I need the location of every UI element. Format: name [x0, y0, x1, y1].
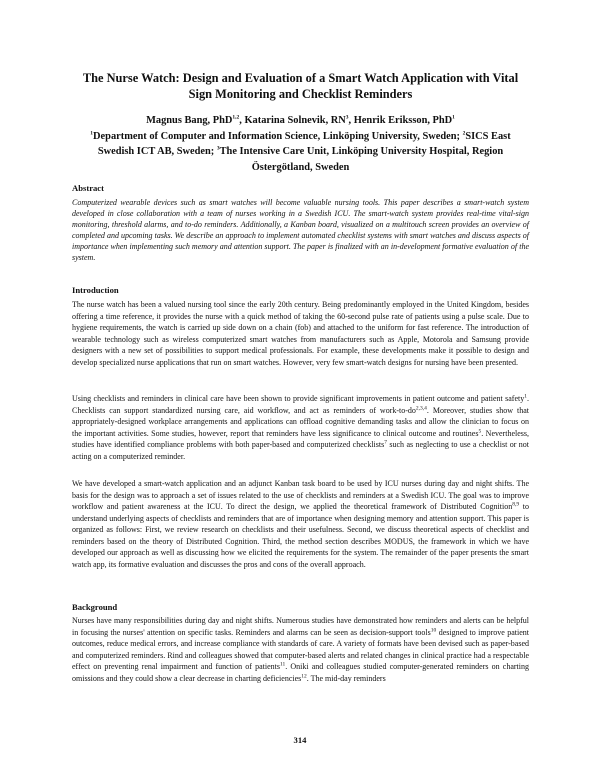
citation-sup: 2,3,4: [415, 404, 427, 411]
p2-text-b: . Checklists can support standardized nursing care, aid workflow, and act as reminders of work-to-do: [72, 394, 529, 415]
author-sup-3: 1: [452, 114, 455, 121]
affiliation-sup-3: 3: [216, 145, 220, 152]
citation-sup: 8,9: [512, 501, 520, 508]
p2-text-e: such as neglecting to use a checklist or not acting on a computerized reminder.: [72, 440, 530, 461]
affiliation-2: SICS East Swedish ICT AB, Sweden;: [97, 130, 511, 157]
affiliations: [72, 129, 529, 176]
p2-text-d: . Nevertheless, studies have identified compliance problems with both paper-based and computerized checklists: [72, 428, 529, 449]
introduction-heading: Introduction: [72, 285, 119, 295]
affiliation-3: The Intensive Care Unit, Linköping University Hospital, Region Östergötland, Sweden: [219, 146, 504, 173]
citation-sup: 7: [384, 439, 387, 446]
affiliation-1: Department of Computer and Information Science, Linköping University, Sweden;: [93, 130, 463, 142]
affiliation-sup-1: 1: [90, 130, 94, 137]
intro-paragraph-1: The nurse watch has been a valued nursing tool since the early 20th century. Being predominantly employed in the United Kingdom, besides offering a time reference, it provides the nurse with a quick method of taking the 60-second pulse rate of patients using a pulse scale. Due to hygiene requirements, the watch is carried up side down on a chain (fob) and attached to the uniform for fast reference. The introduction of wearable technology such as wireless computerized smart watches from manufacturers such as Apple, Motorola and Samsung provide designers with a new set of possibilities to support medical professionals. For example, these developments make it possible to design and develop specialized nurse applications that run on smart watches. However, very few smart-watch designs for nursing have been presented.: [72, 300, 529, 367]
p4-text-c: . Oniki and colleagues studied computer-generated reminders on charting omissions and they could show a clear decrease in charting deficiencies: [72, 662, 529, 683]
affiliation-sup-2: 2: [462, 130, 466, 137]
p4-text-b: designed to improve patient outcomes, reduce medical errors, and increase compliance with standards of care. A variety of formats have been devised such as paper-based and computerized reminders. Rind and colleagues showed that computer-based alerts and related changes in clinical practice had a respectable effect on preventing renal impairment and function of patients: [72, 627, 530, 671]
p2-text-c: . Moreover, studies show that appropriately-designed workplace arrangements and applications can offload cognitive demanding tasks and allow the clinician to focus on the important activities. Some studies, however, report that reminders have less significance to clinical outcome and routines: [72, 405, 529, 438]
author-name-3: , Henrik Eriksson, PhD: [348, 115, 453, 126]
citation-sup: 11: [279, 661, 286, 668]
citation-sup: 1: [524, 393, 527, 400]
p4-text-d: . The mid-day reminders: [306, 673, 386, 683]
abstract-text: Computerized wearable devices such as smart watches will become valuable nursing tools. This paper describes a smart-watch system developed in close collaboration with a team of nurses working in a Swedish ICU. The smart-watch system provides real-time vital-sign monitoring, threshold alarms, and to-do reminders. Additionally, a Kanban board, visualized on a multitouch screen provides an overview of completed and upcoming tasks. We describe an approach to implement automated checklist systems with smart watches and discuss aspects of importance when implementing such memory and attention support. The paper is finalized with an in-development formative evaluation of the system.: [72, 198, 529, 263]
author-name-1: Magnus Bang, PhD: [146, 115, 233, 126]
citation-sup: 5: [478, 427, 482, 434]
author-sup-1: 1,2: [232, 114, 240, 121]
paper-title: The Nurse Watch: Design and Evaluation of a Smart Watch Application with Vital Sign Monitoring and Checklist Reminders: [82, 71, 519, 101]
intro-paragraph-3: [72, 478, 529, 570]
author-sup-2: 3: [345, 114, 349, 121]
p3-text-a: We have developed a smart-watch application and an adjunct Kanban task board to be used by ICU nurses during day and night shifts. The basis for the design was to approach a set of issues related to the use of checklists and reminders at a Swedish ICU. The goal was to improve workflow and patient awareness at the ICU. To direct the design, we applied the theoretical framework of Distributed Cognition: [72, 479, 529, 511]
page-number: 314: [293, 735, 307, 745]
citation-sup: 12: [301, 672, 307, 679]
abstract-heading: Abstract: [72, 183, 104, 193]
p4-text-a: Nurses have many responsibilities during day and night shifts. Numerous studies have demonstrated how reminders and alerts can be helpful in focusing the nurses' attention on specific tasks. Reminders and alarms can be seen as decision-support tools: [72, 616, 529, 637]
background-paragraph-1: [72, 615, 529, 684]
author-block: [72, 113, 529, 175]
p3-text-b: to understand underlying aspects of checklists and reminders that are of importance when designing memory and attention support. This paper is organized as follows: First, we review research on checklists and their usefulness. Second, we discuss theoretical aspects of checklist and reminders based on the theory of Distributed Cognition. Third, the method section describes MODUS, the framework in which we have developed our approach as well as discussing how we elicited the requirements for the system. The remainder of the paper presents the smart watch app, its formative evaluation and discusses the pros and cons of the overall approach.: [72, 502, 529, 569]
author-names: [72, 113, 529, 129]
p2-text-a: Using checklists and reminders in clinical care have been shown to provide significant improvements in patient outcome and patient safety: [72, 394, 525, 403]
background-heading: Background: [72, 602, 118, 612]
author-name-2: , Katarina Solnevik, RN: [239, 115, 346, 126]
intro-paragraph-2: [72, 393, 529, 462]
citation-sup: 10: [430, 626, 437, 633]
